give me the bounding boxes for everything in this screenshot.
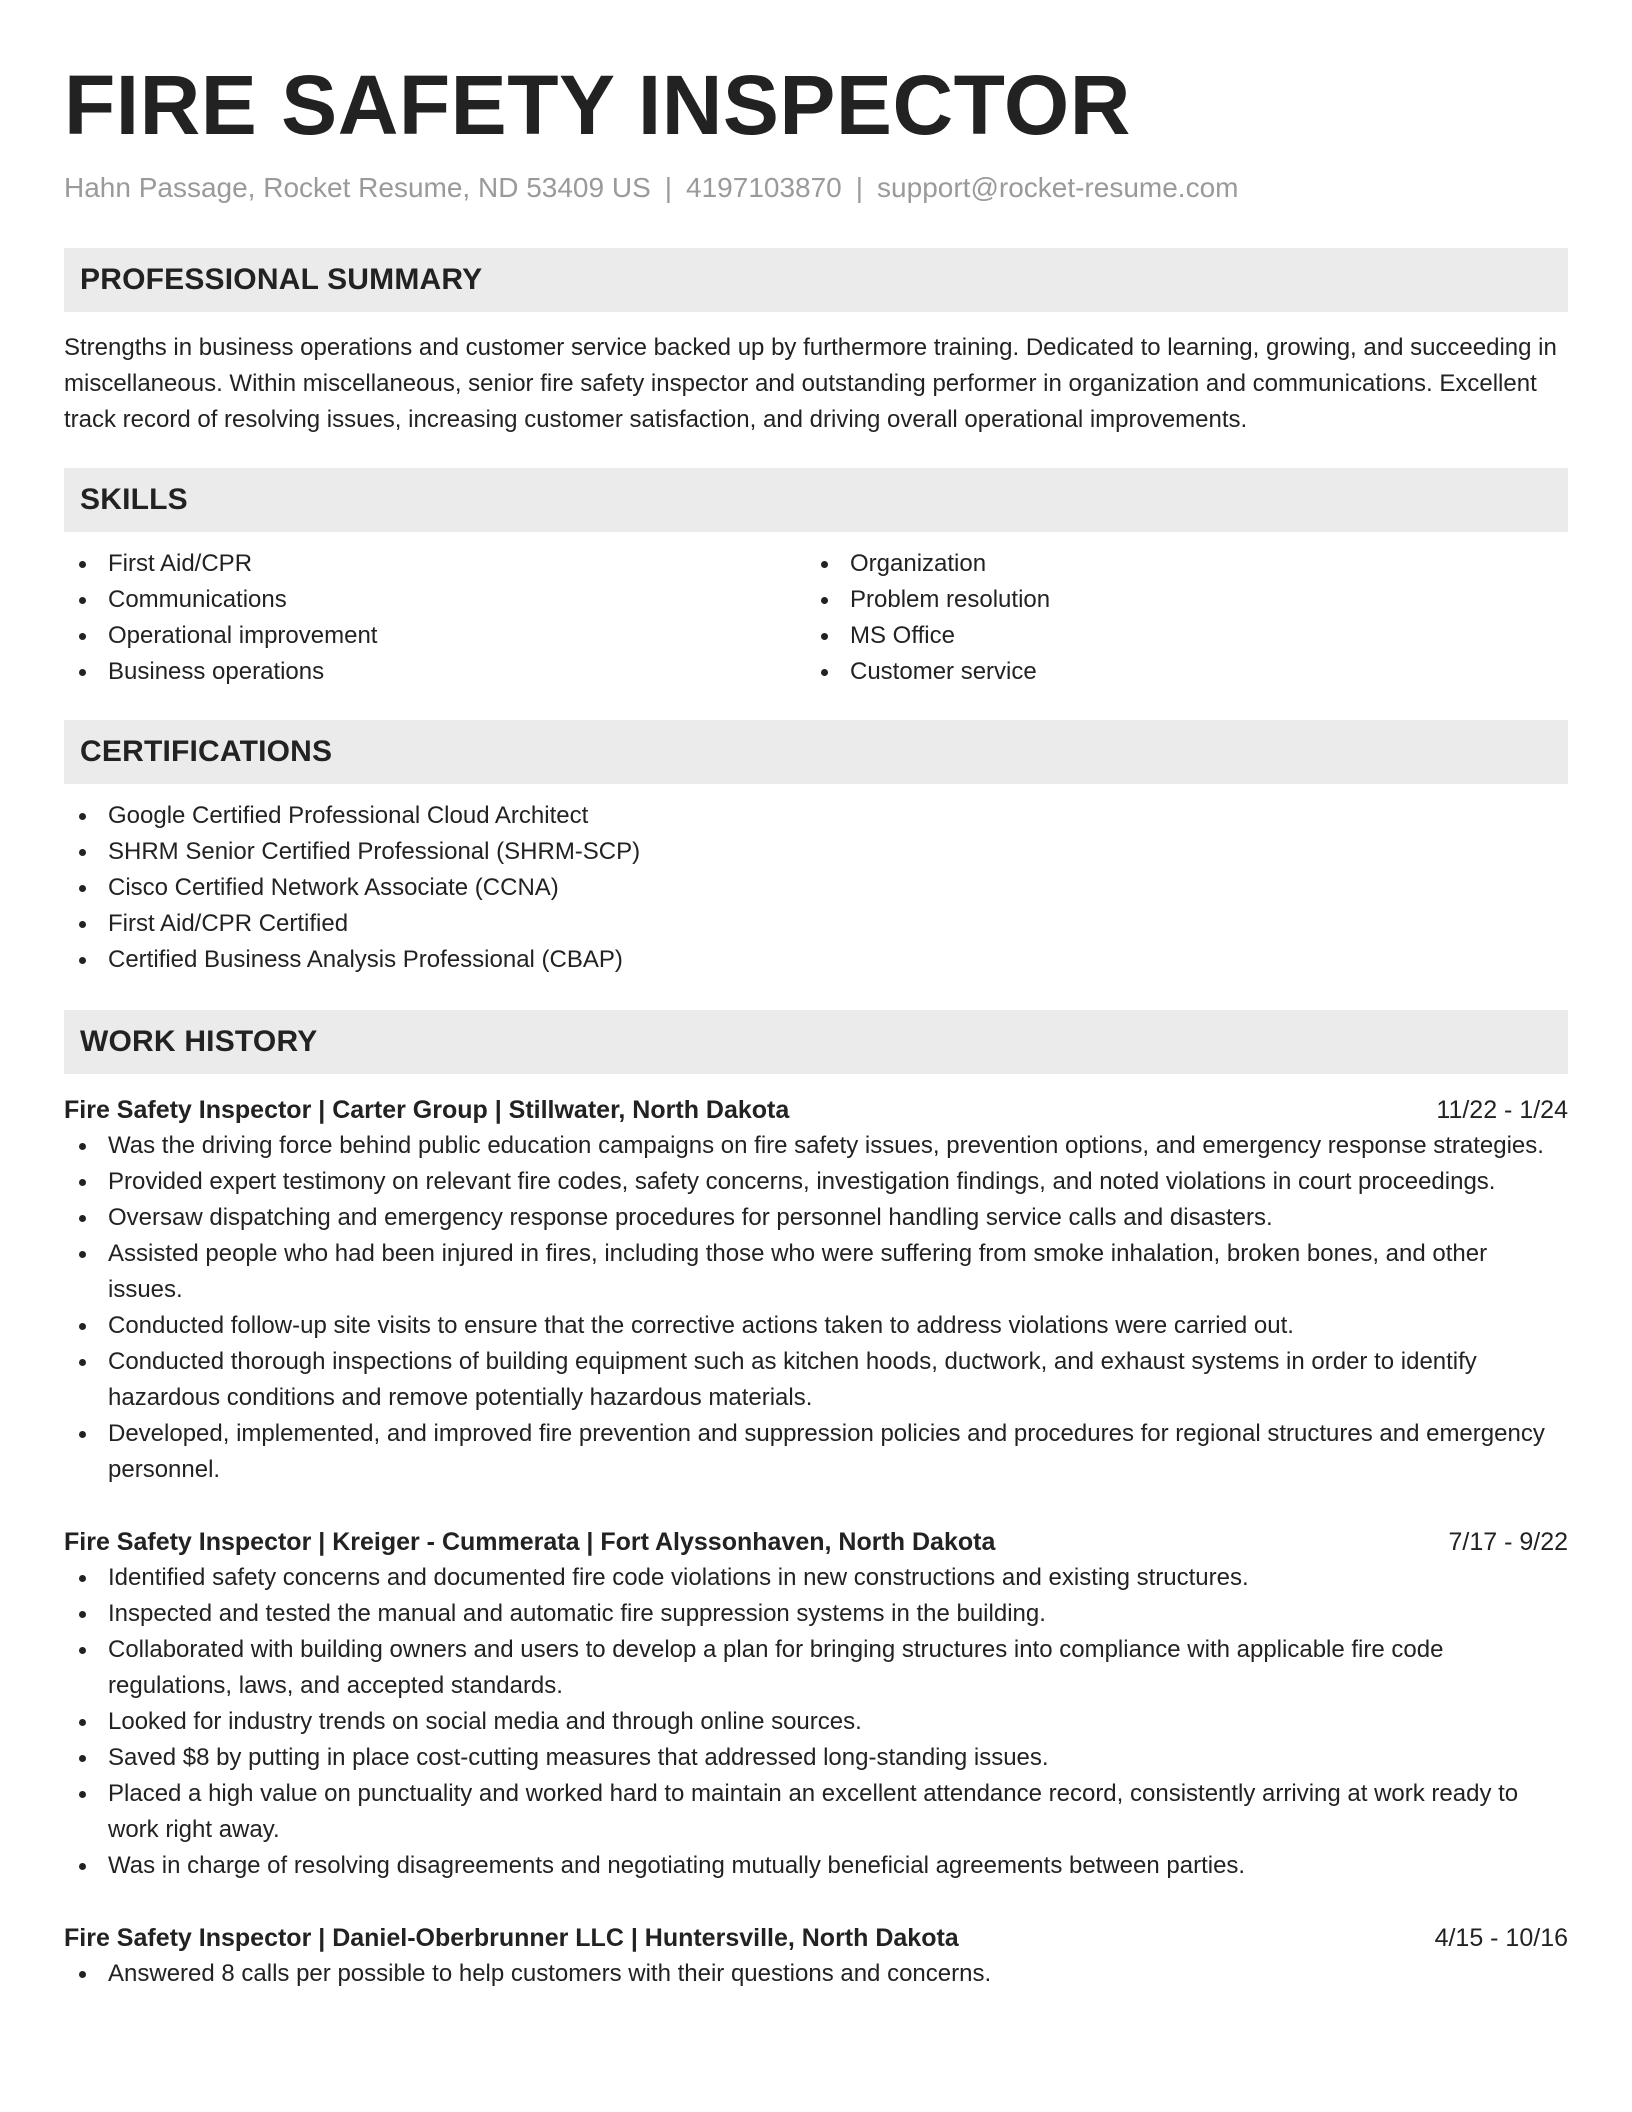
job-bullet: Oversaw dispatching and emergency response procedures for personnel handling service calls and disasters.	[64, 1200, 1568, 1236]
job-header	[64, 1920, 1568, 1956]
skill-item: Operational improvement	[64, 618, 806, 654]
job-title: Fire Safety Inspector | Carter Group | Stillwater, North Dakota	[64, 1096, 790, 1124]
job-bullets	[64, 1560, 1568, 1884]
contact-separator: |	[855, 172, 864, 203]
skills-column-right	[806, 546, 1548, 690]
job-bullet: Identified safety concerns and documented fire code violations in new constructions and existing structures.	[64, 1560, 1568, 1596]
job-entry	[64, 1920, 1568, 1992]
skill-item: Communications	[64, 582, 806, 618]
job-bullets	[64, 1956, 1568, 1992]
skill-item: Problem resolution	[806, 582, 1548, 618]
skill-item: Organization	[806, 546, 1548, 582]
job-dates: 11/22 - 1/24	[1436, 1096, 1568, 1124]
job-header	[64, 1092, 1568, 1128]
summary-text: Strengths in business operations and customer service backed up by furthermore training. Dedicated to learning, growing, and succeeding in miscellaneous. Within miscellaneous, senior fire safety inspector and outstanding performer in organization and communications. Excellent track record of resolving issues, increasing customer satisfaction, and driving overall operational improvements.	[64, 334, 1557, 433]
certification-item: Cisco Certified Network Associate (CCNA)	[64, 870, 1568, 906]
job-bullet: Conducted thorough inspections of building equipment such as kitchen hoods, ductwork, and exhaust systems in order to identify hazardous conditions and remove potentially hazardous materials.	[64, 1344, 1568, 1416]
certifications-heading: CERTIFICATIONS	[80, 735, 333, 768]
skills-column-left	[64, 546, 806, 690]
contact-separator: |	[664, 172, 673, 203]
job-bullet: Looked for industry trends on social media and through online sources.	[64, 1704, 1568, 1740]
job-bullet: Saved $8 by putting in place cost-cutting measures that addressed long-standing issues.	[64, 1740, 1568, 1776]
job-bullets	[64, 1128, 1568, 1488]
job-bullet: Collaborated with building owners and users to develop a plan for bringing structures into compliance with applicable fire code regulations, laws, and accepted standards.	[64, 1632, 1568, 1704]
skill-item: First Aid/CPR	[64, 546, 806, 582]
work-history-section-header	[64, 1010, 1568, 1074]
page-title: FIRE SAFETY INSPECTOR	[64, 58, 1131, 152]
certifications-section-header	[64, 720, 1568, 784]
job-bullet: Developed, implemented, and improved fire prevention and suppression policies and procedures for regional structures and emergency personnel.	[64, 1416, 1568, 1488]
certification-item: Certified Business Analysis Professional (CBAP)	[64, 942, 1568, 978]
job-bullet: Inspected and tested the manual and automatic fire suppression systems in the building.	[64, 1596, 1568, 1632]
job-header	[64, 1524, 1568, 1560]
job-title: Fire Safety Inspector | Daniel-Oberbrunner LLC | Huntersville, North Dakota	[64, 1924, 959, 1952]
certification-item: First Aid/CPR Certified	[64, 906, 1568, 942]
skills-list	[64, 546, 1568, 690]
certification-item: Google Certified Professional Cloud Architect	[64, 798, 1568, 834]
job-bullet: Placed a high value on punctuality and worked hard to maintain an excellent attendance record, consistently arriving at work ready to work right away.	[64, 1776, 1568, 1848]
skill-item: Business operations	[64, 654, 806, 690]
job-bullet: Was in charge of resolving disagreements and negotiating mutually beneficial agreements between parties.	[64, 1848, 1568, 1884]
job-bullet: Assisted people who had been injured in fires, including those who were suffering from smoke inhalation, broken bones, and other issues.	[64, 1236, 1568, 1308]
job-bullet: Answered 8 calls per possible to help customers with their questions and concerns.	[64, 1956, 1568, 1992]
job-dates: 7/17 - 9/22	[1448, 1528, 1568, 1556]
job-bullet: Was the driving force behind public education campaigns on fire safety issues, prevention options, and emergency response strategies.	[64, 1128, 1568, 1164]
job-title: Fire Safety Inspector | Kreiger - Cummerata | Fort Alyssonhaven, North Dakota	[64, 1528, 996, 1556]
job-entry	[64, 1092, 1568, 1488]
certification-item: SHRM Senior Certified Professional (SHRM-SCP)	[64, 834, 1568, 870]
summary-section-header	[64, 248, 1568, 312]
contact-line	[64, 170, 1568, 206]
skill-item: Customer service	[806, 654, 1548, 690]
job-entry	[64, 1524, 1568, 1884]
job-bullet: Conducted follow-up site visits to ensure that the corrective actions taken to address violations were carried out.	[64, 1308, 1568, 1344]
contact-address: Hahn Passage, Rocket Resume, ND 53409 US	[64, 172, 651, 203]
job-bullet: Provided expert testimony on relevant fire codes, safety concerns, investigation findings, and noted violations in court proceedings.	[64, 1164, 1568, 1200]
work-history-heading: WORK HISTORY	[80, 1025, 318, 1058]
contact-phone: 4197103870	[686, 172, 842, 203]
certifications-list	[64, 798, 1568, 978]
resume-page	[64, 60, 1568, 1992]
skill-item: MS Office	[806, 618, 1548, 654]
job-dates: 4/15 - 10/16	[1434, 1924, 1568, 1952]
contact-email: support@rocket-resume.com	[877, 172, 1239, 203]
skills-section-header	[64, 468, 1568, 532]
skills-heading: SKILLS	[80, 483, 188, 516]
summary-heading: PROFESSIONAL SUMMARY	[80, 263, 483, 296]
